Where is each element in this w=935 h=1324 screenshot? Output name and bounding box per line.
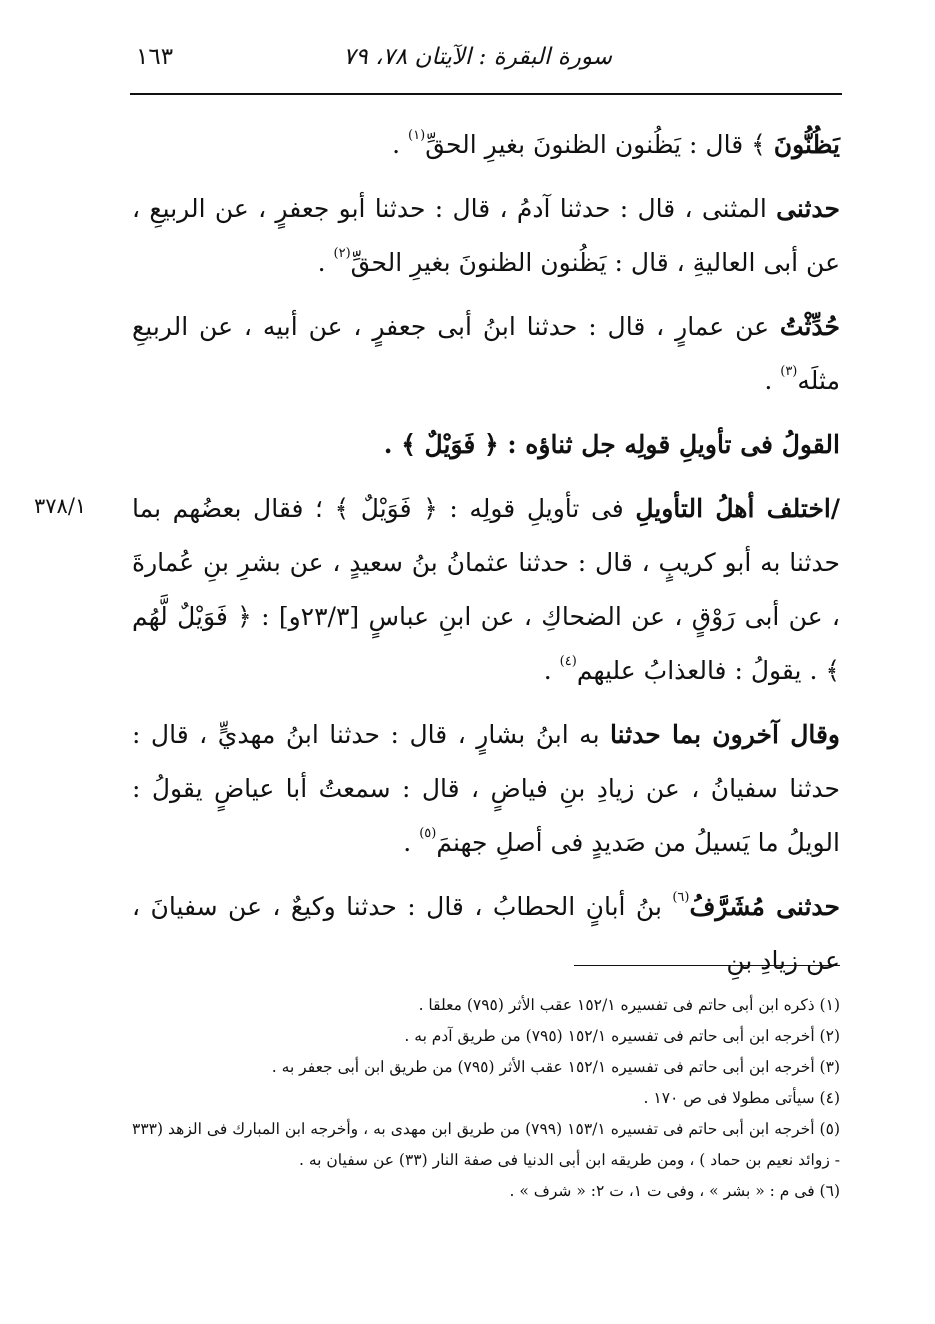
- paragraph-tail: .: [764, 366, 781, 395]
- footnote-marker: (٤): [559, 654, 577, 669]
- footnotes: [132, 990, 840, 1207]
- paragraph-lead: حُدِّثْتُ: [779, 312, 840, 341]
- footnote-marker: (٦): [672, 890, 690, 905]
- paragraph-text: ﴾ قال : يَظُنون الظنونَ بغيرِ الحقِّ: [425, 130, 774, 159]
- paragraph-lead: /اختلف أهلُ التأويلِ: [635, 494, 840, 523]
- paragraph-lead: يَظُنُّونَ: [773, 130, 840, 159]
- paragraph-lead: وقال آخرون بما حدثنا: [610, 720, 840, 749]
- footnote: (٦) فى م : « بشر » ، وفى ت ١، ت ٢: « شرف » .: [509, 1182, 840, 1200]
- running-header: [130, 42, 842, 82]
- paragraph: [132, 482, 840, 698]
- footnote: (٣) أخرجه ابن أبى حاتم فى تفسيره ١٥٢/١ عقب الأثر (٧٩٥) من طريق ابن أبى جعفر به .: [271, 1058, 840, 1076]
- paragraph-lead: حدثنى: [776, 194, 840, 223]
- paragraph: [132, 708, 840, 870]
- section-heading: [132, 418, 840, 472]
- paragraph-text: المثنى ، قال : حدثنا آدمُ ، قال : حدثنا أبو جعفرٍ ، عن الربيعِ ، عن أبى العاليةِ ، قال : يَظُنون الظنونَ بغيرِ الحقِّ: [132, 194, 840, 277]
- page-number: ١٦٣: [136, 44, 174, 70]
- footnote-marker: (١): [408, 128, 426, 143]
- footnote-marker: (٣): [780, 364, 798, 379]
- paragraph-text: عن عمارٍ ، قال : حدثنا ابنُ أبى جعفرٍ ، عن أبيه ، عن الربيعِ مثلَه: [132, 312, 840, 395]
- footnote-marker: (٢): [333, 246, 351, 261]
- paragraph: [132, 880, 840, 988]
- footnote-marker: (٥): [419, 826, 437, 841]
- paragraph-tail: .: [543, 656, 560, 685]
- paragraph: [132, 300, 840, 408]
- paragraph: [132, 182, 840, 290]
- paragraph-tail: .: [392, 130, 409, 159]
- paragraph-text: به ابنُ بشارٍ ، قال : حدثنا ابنُ مهديٍّ ، قال : حدثنا سفيانُ ، عن زيادِ بنِ فياضٍ ، قال : سمعتُ أبا عياضٍ يقولُ : الويلُ ما يَسيلُ من صَديدٍ فى أصلِ جهنمَ: [132, 720, 840, 857]
- paragraph-text: بنُ أبانٍ الحطابُ ، قال : حدثنا وكيعٌ ، عن سفيانَ ، عن زيادِ بنِ: [132, 892, 840, 975]
- main-text: [132, 118, 840, 998]
- paragraph-tail: .: [317, 248, 334, 277]
- paragraph-lead: حدثنى مُشَرَّفُ: [689, 892, 840, 921]
- footnote: (٢) أخرجه ابن أبى حاتم فى تفسيره ١٥٢/١ (٧٩٥) من طريق آدم به .: [404, 1027, 840, 1045]
- footnote: (٥) أخرجه ابن أبى حاتم فى تفسيره ١٥٣/١ (٧٩٩) من طريق ابن مهدى به ، وأخرجه ابن المبارك فى الزهد (٣٣٣ - زوائد نعيم بن حماد ) ، ومن طريقه ابن أبى الدنيا فى صفة النار (٣٣) عن سفيان به .: [132, 1120, 840, 1169]
- paragraph: [132, 118, 840, 172]
- header-rule: [130, 93, 842, 95]
- footnote-rule: [574, 965, 840, 966]
- paragraph-text: فى تأويلِ قولِه : ﴿ فَوَيْلٌ ﴾ ؛ فقال بعضُهم بما حدثنا به أبو كريبٍ ، قال : حدثنا عثمانُ بنُ سعيدٍ ، عن بشرِ بنِ عُمارةَ ، عن أبى رَوْقٍ ، عن الضحاكِ ، عن ابنِ عباسٍ [٢٣/٣و] : ﴿ فَوَيْلٌ لَّهُم ﴾ . يقولُ : فالعذابُ عليهم: [132, 494, 840, 685]
- footnote: (٤) سيأتى مطولا فى ص ١٧٠ .: [643, 1089, 840, 1107]
- paragraph-tail: .: [403, 828, 420, 857]
- heading-text: القولُ فى تأويلِ قولِه جل ثناؤه : ﴿ فَوَيْلٌ ﴾ .: [383, 430, 840, 459]
- footnote: (١) ذكره ابن أبى حاتم فى تفسيره ١٥٢/١ عقب الأثر (٧٩٥) معلقا .: [418, 996, 840, 1014]
- chapter-title: سورة البقرة : الآيتان ٧٨، ٧٩: [343, 44, 612, 70]
- margin-reference: ٣٧٨/١: [34, 494, 87, 518]
